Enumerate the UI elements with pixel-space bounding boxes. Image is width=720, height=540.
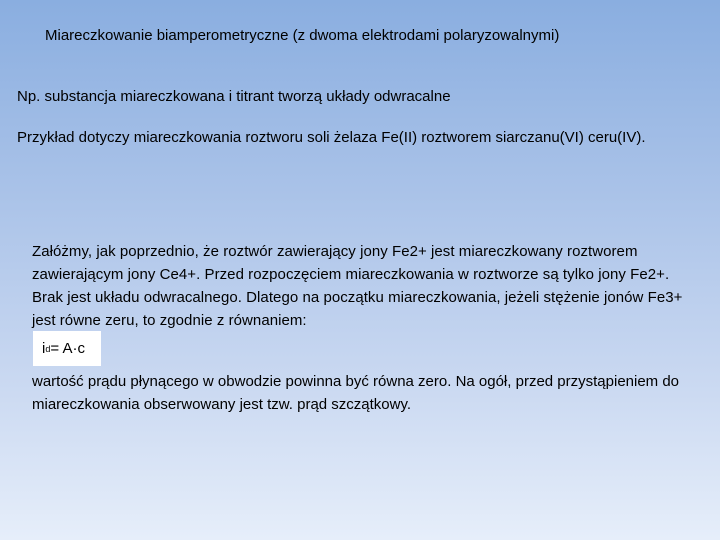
formula-rest: = A·c <box>50 340 85 357</box>
paragraph-iron-cerium: Przykład dotyczy miareczkowania roztworu soli żelaza Fe(II) roztworem siarczanu(VI) ceru(IV). <box>17 129 646 146</box>
paragraph-assumption: Załóżmy, jak poprzednio, że roztwór zawierający jony Fe2+ jest miareczkowany roztworem zawierającym jony Ce4+. Przed rozpoczęciem miareczkowania w roztworze są tylko jony Fe2+. Brak jest układu odwracalnego. Dlatego na początku miareczkowania, jeżeli stężenie jonów Fe3+ jest równe zeru, to zgodnie z równaniem: <box>32 243 683 329</box>
slide-title: Miareczkowanie biamperometryczne (z dwoma elektrodami polaryzowalnymi) <box>45 27 560 44</box>
paragraph-residual-current: wartość prądu płynącego w obwodzie powinna być równa zero. Na ogół, przed przystąpieniem do miareczkowania obserwowany jest tzw. prąd szczątkowy. <box>32 373 680 413</box>
paragraph-example: Np. substancja miareczkowana i titrant tworzą układy odwracalne <box>17 88 451 105</box>
formula-subscript: d <box>45 343 51 354</box>
formula-image <box>33 331 101 366</box>
formula-base: i <box>42 340 46 357</box>
